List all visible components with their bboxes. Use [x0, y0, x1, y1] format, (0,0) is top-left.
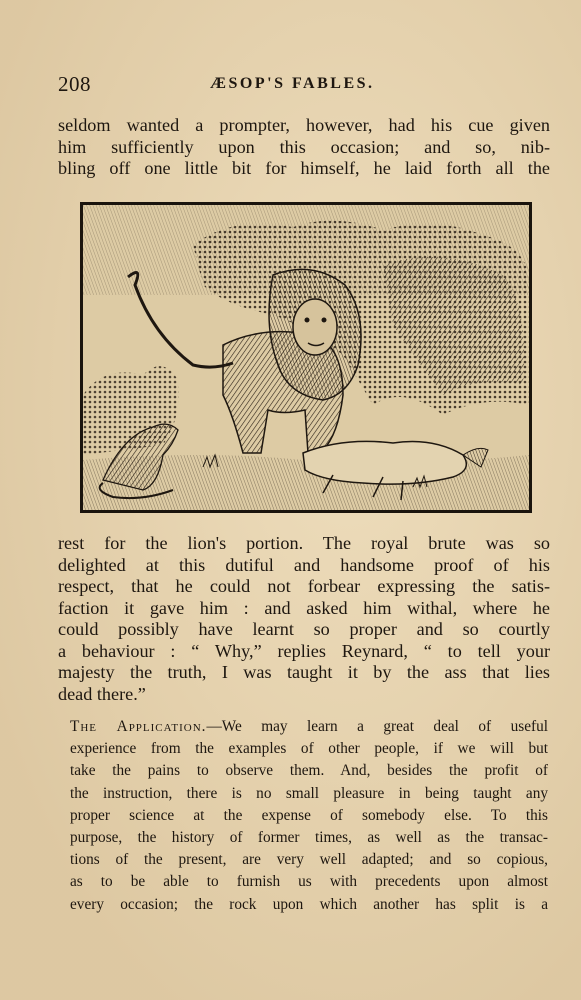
paragraph-bottom	[58, 533, 550, 705]
woodcut-illustration	[80, 202, 532, 513]
text-line: tions of the present, are very well adapted; and so copious,	[70, 851, 548, 869]
application-paragraph	[70, 716, 548, 916]
text-line: could possibly have learnt so proper and so courtly	[58, 619, 550, 639]
text-line: majesty the truth, I was taught it by the ass that lies	[58, 662, 550, 682]
text-line: delighted at this dutiful and handsome proof of his	[58, 554, 550, 575]
page-number: 208	[58, 72, 91, 96]
text-line: every occasion; the rock upon which another has split is a	[70, 895, 548, 913]
text-line: seldom wanted a prompter, however, had his cue given	[58, 115, 550, 135]
text-line: as to be able to furnish us with precedents upon almost	[70, 873, 548, 891]
text-line: a behaviour : “ Why,” replies Reynard, “ to tell your	[58, 640, 550, 661]
text-line	[70, 716, 548, 738]
running-title: ÆSOP'S FABLES.	[210, 75, 375, 92]
text-line: bling off one little bit for himself, he laid forth all the	[58, 158, 550, 178]
text-line: proper science at the expense of somebody else. To this	[70, 806, 548, 824]
application-heading: The Application.	[70, 718, 207, 735]
text-line: him sufficiently upon this occasion; and so, nib-	[58, 136, 550, 157]
page-header	[58, 72, 548, 98]
text-line: experience from the examples of other people, if we will but	[70, 740, 548, 758]
application-first-line: —We may learn a great deal of useful	[206, 718, 548, 735]
text-line: faction it gave him : and asked him withal, where he	[58, 597, 550, 618]
text-line: respect, that he could not forbear expressing the satis-	[58, 576, 550, 596]
paragraph-top	[58, 115, 550, 180]
text-line: dead there.”	[58, 683, 146, 704]
text-line: purpose, the history of former times, as well as the transac-	[70, 829, 548, 847]
lion-fox-ass-engraving	[83, 205, 529, 510]
text-line: take the pains to observe them. And, besides the profit of	[70, 762, 548, 780]
text-line: rest for the lion's portion. The royal brute was so	[58, 533, 550, 553]
text-line: the instruction, there is no small pleasure in being taught any	[70, 784, 548, 802]
